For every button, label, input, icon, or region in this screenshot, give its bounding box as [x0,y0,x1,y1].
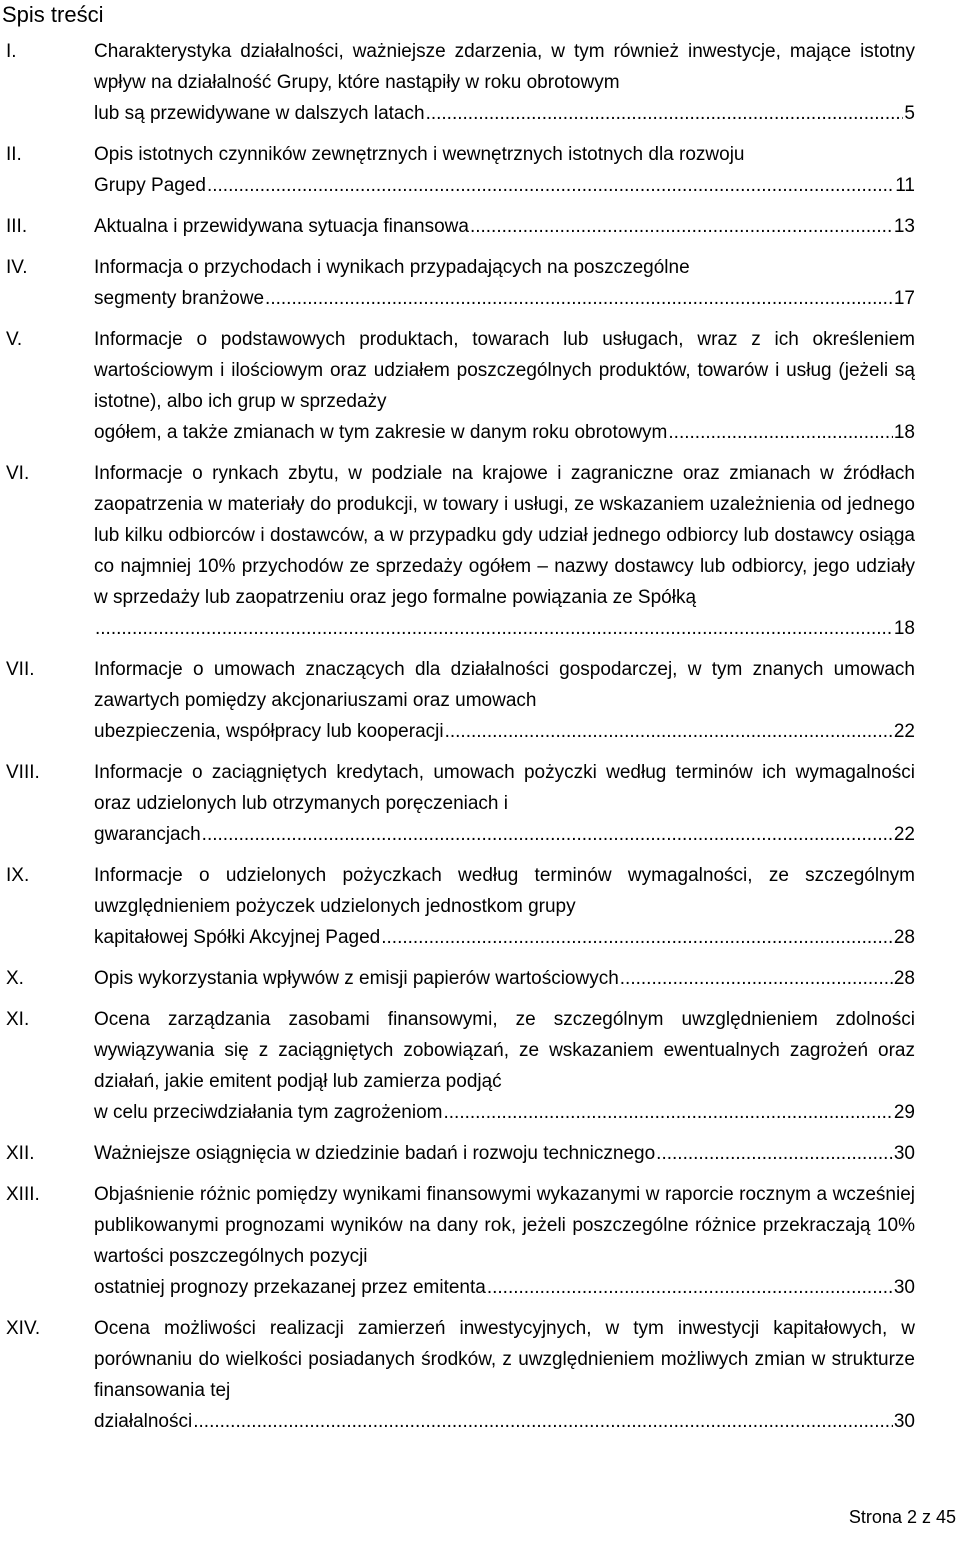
toc-page-number: 28 [893,927,915,948]
toc-entry-title-end: ubezpieczenia, współpracy lub kooperacji [94,721,444,742]
toc-page-number: 30 [893,1277,915,1298]
dot-leader [426,98,904,129]
dot-leader [193,1406,893,1437]
toc-entry-number: IV. [6,257,28,278]
dot-leader [381,922,893,953]
toc-page-number: 28 [893,968,915,989]
toc-entry[interactable] [0,963,960,994]
toc-entry[interactable] [0,252,960,314]
toc-entry-number: XIV. [6,1318,41,1339]
toc-entry-title: Opis istotnych czynników zewnętrznych i wewnętrznych istotnych dla rozwoju [94,144,745,165]
toc-entry[interactable] [0,1313,960,1437]
toc-entry-number: II. [6,144,22,165]
toc-page-number: 30 [893,1143,915,1164]
toc-entry-number: I. [6,41,17,62]
toc-entry-title-end: Ważniejsze osiągnięcia w dziedzinie badań i rozwoju technicznego [94,1143,656,1164]
dot-leader [202,819,893,850]
toc-entry-number: VIII. [6,762,40,783]
toc-entry-lastline [94,1138,915,1169]
toc-entry-lastline [94,283,915,314]
toc-entry-title-end: Grupy Paged [94,175,206,196]
dot-leader [445,716,893,747]
toc-entry-title-end: segmenty branżowe [94,288,265,309]
toc-entry-title: Informacja o przychodach i wynikach przypadających na poszczególne [94,257,690,278]
toc-entry[interactable] [0,1138,960,1169]
toc-entry[interactable] [0,36,960,129]
toc-entry-title: Informacje o zaciągniętych kredytach, umowach pożyczki według terminów ich wymagalności oraz udzielonych lub otrzymanych poręczeniach i [94,762,915,814]
toc-entry-lastline [94,1097,915,1128]
toc-entry-number: XII. [6,1143,35,1164]
toc-entry-lastline [94,98,915,129]
toc-entry-lastline [94,716,915,747]
toc-page-number: 13 [893,216,915,237]
toc-page-number: 5 [904,103,915,124]
dot-leader [95,613,893,644]
toc-entry-title: Informacje o rynkach zbytu, w podziale na krajowe i zagraniczne oraz zmianach w źródłach zaopatrzenia w materiały do produkcji, w towary i usługi, ze wskazaniem uzależnienia od jednego lub kilku odbiorców i dostawców, a w przypadku gdy udział jednego odbiorcy lub dostawcy osiąga co najmniej 10% przychodów ze sprzedaży ogółem – nazwy dostawcy lub odbiorcy, jego udziały w sprzedaży lub zaopatrzeniu oraz jego formalne powiązania ze Spółką [94,463,915,608]
toc-entry-title: Charakterystyka działalności, ważniejsze zdarzenia, w tym również inwestycje, mające istotny wpływ na działalność Grupy, które nastąpiły w roku obrotowym [94,41,915,93]
toc-page-number: 29 [893,1102,915,1123]
dot-leader [443,1097,892,1128]
dot-leader [470,211,893,242]
toc-page-number: 22 [893,824,915,845]
toc-entry-number: IX. [6,865,30,886]
toc-list [0,36,960,1447]
toc-page-number: 11 [895,175,915,196]
toc-entry[interactable] [0,757,960,850]
toc-entry-lastline [94,819,915,850]
toc-page-number: 17 [893,288,915,309]
toc-entry[interactable] [0,211,960,242]
dot-leader [207,170,894,201]
toc-entry-title-end: ostatniej prognozy przekazanej przez emitenta [94,1277,486,1298]
toc-entry-title: Objaśnienie różnic pomiędzy wynikami finansowymi wykazanymi w raporcie rocznym a wcześniej publikowanymi prognozami wyników na dany rok, jeżeli poszczególne różnice przekraczają 10% wartości poszczególnych pozycji [94,1184,915,1267]
toc-entry-number: X. [6,968,24,989]
toc-entry-number: XI. [6,1009,30,1030]
toc-entry-title: Informacje o udzielonych pożyczkach według terminów wymagalności, ze szczególnym uwzględnieniem pożyczek udzielonych jednostkom grupy [94,865,915,917]
dot-leader [265,283,893,314]
toc-entry[interactable] [0,860,960,953]
toc-entry-title-end: gwarancjach [94,824,201,845]
toc-entry-lastline [94,1406,915,1437]
toc-entry-number: III. [6,216,28,237]
toc-entry-title-end: kapitałowej Spółki Akcyjnej Paged [94,927,381,948]
toc-entry-title-end: Aktualna i przewidywana sytuacja finansowa [94,216,469,237]
dot-leader [620,963,893,994]
dot-leader [656,1138,893,1169]
toc-entry-title: Informacje o podstawowych produktach, towarach lub usługach, wraz z ich określeniem wartościowym i ilościowym oraz udziałem poszczególnych produktów, towarów i usług (jeżeli są istotne), albo ich grup w sprzedaży [94,329,915,412]
toc-entry-title-end: działalności [94,1411,193,1432]
toc-entry-number: V. [6,329,23,350]
toc-entry-lastline [94,922,915,953]
toc-entry-number: XIII. [6,1184,40,1205]
page-footer: Strona 2 z 45 [848,1507,956,1527]
toc-entry[interactable] [0,324,960,448]
toc-entry-lastline [94,963,915,994]
toc-entry-lastline [94,1272,915,1303]
toc-heading: Spis treści [2,2,104,27]
toc-entry[interactable] [0,139,960,201]
toc-entry-title-end: Opis wykorzystania wpływów z emisji papierów wartościowych [94,968,619,989]
toc-entry[interactable] [0,1179,960,1303]
toc-page-number: 18 [893,618,915,639]
toc-page-number: 30 [893,1411,915,1432]
toc-entry[interactable] [0,458,960,644]
toc-entry-lastline [94,417,915,448]
toc-entry-lastline [94,170,915,201]
toc-entry-title-end: lub są przewidywane w dalszych latach [94,103,425,124]
toc-entry[interactable] [0,1004,960,1128]
dot-leader [668,417,892,448]
toc-entry-title: Ocena możliwości realizacji zamierzeń inwestycyjnych, w tym inwestycji kapitałowych, w porównaniu do wielkości posiadanych środków, z uwzględnieniem możliwych zmian w strukturze finansowania tej [94,1318,915,1401]
toc-entry[interactable] [0,654,960,747]
toc-entry-lastline [94,211,915,242]
toc-entry-title-end: w celu przeciwdziałania tym zagrożeniom [94,1102,443,1123]
toc-entry-title: Ocena zarządzania zasobami finansowymi, ze szczególnym uwzględnieniem zdolności wywiązywania się z zaciągniętych zobowiązań, ze wskazaniem ewentualnych zagrożeń oraz działań, jakie emitent podjął lub zamierza podjąć [94,1009,915,1092]
dot-leader [487,1272,893,1303]
toc-entry-title: Informacje o umowach znaczących dla działalności gospodarczej, w tym znanych umowach zawartych pomiędzy akcjonariuszami oraz umowach [94,659,915,711]
toc-page-number: 22 [893,721,915,742]
toc-entry-number: VI. [6,463,30,484]
toc-entry-lastline [94,613,915,644]
toc-entry-number: VII. [6,659,35,680]
toc-entry-title-end: ogółem, a także zmianach w tym zakresie w danym roku obrotowym [94,422,668,443]
toc-page-number: 18 [893,422,915,443]
